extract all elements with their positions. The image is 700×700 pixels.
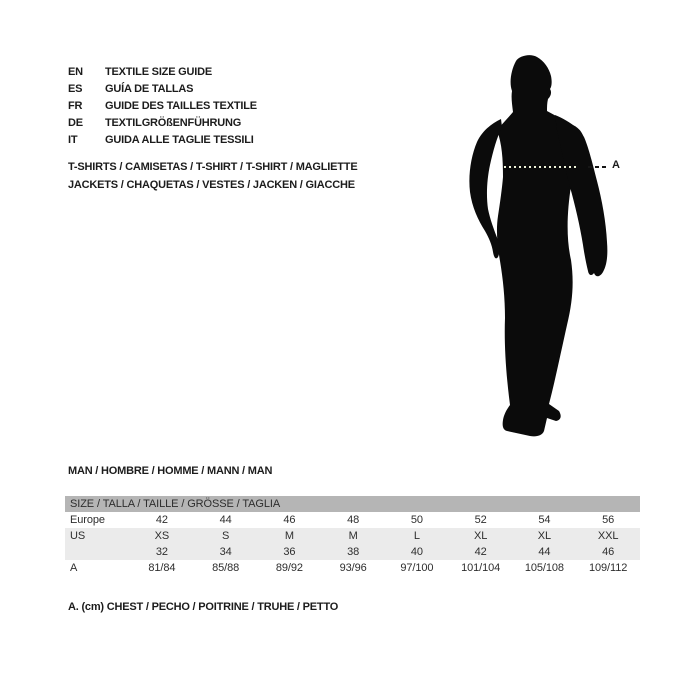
- language-row-it: [68, 132, 257, 149]
- table-cell: 44: [219, 514, 232, 526]
- language-row-fr: [68, 98, 257, 115]
- row-label: US: [70, 530, 86, 542]
- size-table: [65, 496, 640, 576]
- table-cell: 93/96: [339, 562, 367, 574]
- row-label: A: [70, 562, 78, 574]
- row-label: [65, 544, 130, 560]
- table-cell: 42: [155, 514, 168, 526]
- table-row-numeric: [65, 544, 640, 560]
- language-label: GUIDA ALLE TAGLIE TESSILI: [105, 134, 254, 146]
- language-row-en: [68, 64, 257, 81]
- category-jackets: JACKETS / CHAQUETAS / VESTES / JACKEN / GIACCHE: [68, 178, 355, 191]
- table-cell: 56: [602, 514, 615, 526]
- table-cell: 40: [410, 546, 423, 558]
- language-label: TEXTILGRÖßENFÜHRUNG: [105, 117, 242, 129]
- table-cell: 46: [283, 514, 296, 526]
- table-cell: 38: [347, 546, 360, 558]
- table-cell: 34: [219, 546, 232, 558]
- table-cell: 109/112: [589, 562, 628, 574]
- category-tshirts: T-SHIRTS / CAMISETAS / T-SHIRT / T-SHIRT / MAGLIETTE: [68, 161, 358, 173]
- language-code: ES: [68, 83, 83, 95]
- table-cell: 101/104: [461, 562, 501, 574]
- language-label: GUÍA DE TALLAS: [105, 83, 194, 95]
- table-cell: 89/92: [275, 562, 303, 574]
- language-row-es: [68, 81, 257, 98]
- measure-label-a: A: [612, 159, 620, 171]
- size-table-header: SIZE / TALLA / TAILLE / GRÖSSE / TAGLIA: [65, 496, 640, 512]
- language-code: FR: [68, 100, 83, 112]
- language-code: EN: [68, 66, 83, 78]
- silhouette-left-arm: [469, 119, 502, 258]
- table-cell: 97/100: [400, 562, 434, 574]
- table-row-europe: [65, 512, 640, 528]
- table-cell: 50: [410, 514, 423, 526]
- table-cell: XXL: [597, 530, 619, 542]
- table-cell: 42: [474, 546, 487, 558]
- silhouette-body: [497, 55, 584, 436]
- table-cell: 54: [538, 514, 551, 526]
- table-cell: 44: [538, 546, 551, 558]
- table-cell: 36: [283, 546, 296, 558]
- chest-measure-dashed-line: [588, 166, 608, 168]
- category-list: [68, 159, 357, 194]
- table-cell: 46: [602, 546, 615, 558]
- table-cell: XL: [537, 530, 551, 542]
- man-silhouette: [440, 50, 640, 450]
- table-row-chest: [65, 560, 640, 576]
- table-cell: L: [413, 530, 420, 542]
- language-list: [68, 64, 257, 149]
- language-row-de: [68, 115, 257, 132]
- table-cell: 48: [347, 514, 360, 526]
- language-label: GUIDE DES TAILLES TEXTILE: [105, 100, 257, 112]
- table-cell: 52: [474, 514, 487, 526]
- table-cell: 105/108: [524, 562, 564, 574]
- table-cell: S: [222, 530, 230, 542]
- table-cell: 81/84: [148, 562, 176, 574]
- language-label: TEXTILE SIZE GUIDE: [105, 66, 213, 78]
- table-cell: XL: [473, 530, 488, 542]
- table-cell: M: [348, 530, 358, 542]
- measurement-footnote: A. (cm) CHEST / PECHO / POITRINE / TRUHE / PETTO: [68, 601, 339, 613]
- section-title: MAN / HOMBRE / HOMME / MANN / MAN: [68, 465, 273, 477]
- language-code: IT: [68, 134, 78, 146]
- row-label: Europe: [70, 514, 105, 526]
- table-cell: M: [284, 530, 294, 542]
- table-cell: 85/88: [212, 562, 240, 574]
- language-code: DE: [68, 117, 83, 129]
- table-row-us: [65, 528, 640, 544]
- table-cell: XS: [154, 530, 170, 542]
- table-cell: 32: [155, 546, 168, 558]
- chest-measure-dotted-line: [504, 166, 578, 168]
